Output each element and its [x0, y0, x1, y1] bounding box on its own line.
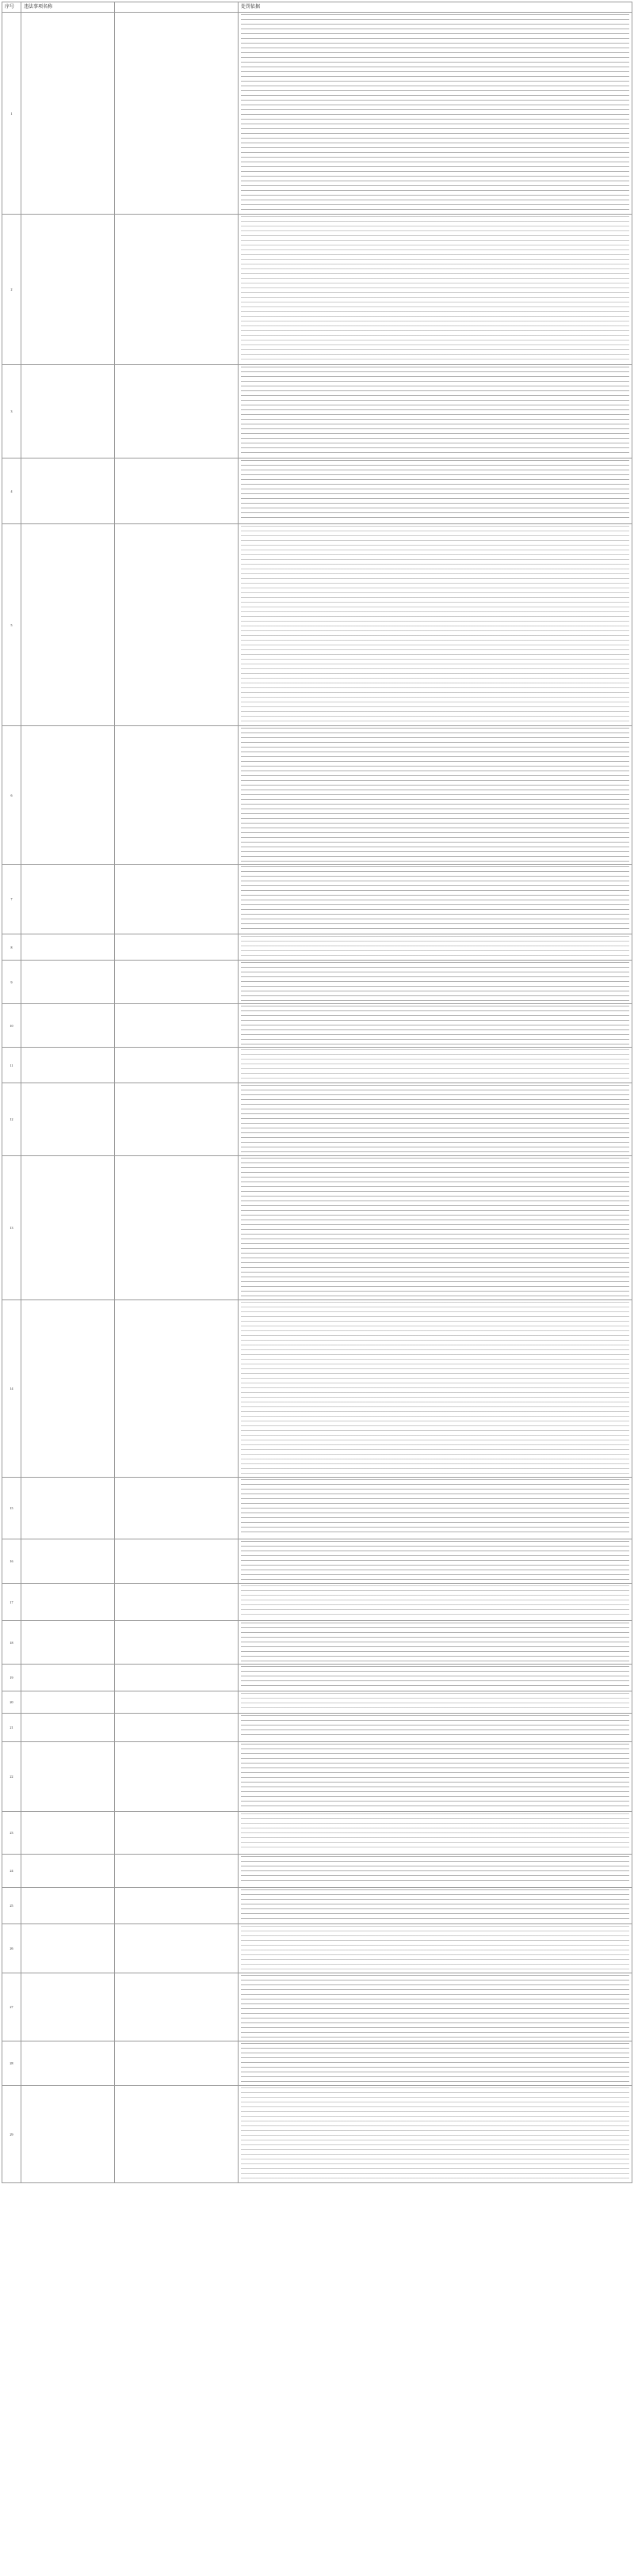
table-row: [2, 459, 632, 524]
table-row: [2, 1300, 632, 1478]
basis-text-block: [241, 1085, 629, 1153]
row-number: 6: [2, 726, 21, 865]
row-number: 12: [2, 1083, 21, 1156]
table-row: [2, 1812, 632, 1855]
header-item: 违法事项名称: [21, 2, 115, 13]
violation-subitems: [115, 459, 239, 524]
table-body: [2, 13, 632, 2183]
basis-text-block: [241, 367, 629, 455]
violation-item: [21, 215, 115, 365]
row-number: 26: [2, 1924, 21, 1973]
basis-text-block: [241, 1541, 629, 1581]
table-row: [2, 1924, 632, 1973]
row-number: 21: [2, 1714, 21, 1742]
violation-item: [21, 1048, 115, 1083]
violation-item: [21, 1539, 115, 1584]
table-row: [2, 365, 632, 459]
penalty-basis: [239, 1048, 632, 1083]
violation-subitems: [115, 865, 239, 934]
violation-subitems: [115, 1300, 239, 1478]
basis-text-block: [241, 936, 629, 957]
penalty-basis: [239, 1855, 632, 1888]
violation-item: [21, 961, 115, 1004]
basis-text-block: [241, 1975, 629, 2038]
penalty-table: [2, 2, 632, 2183]
penalty-basis: [239, 1742, 632, 1812]
violation-subitems: [115, 961, 239, 1004]
violation-item: [21, 365, 115, 459]
row-number: 27: [2, 1973, 21, 2041]
row-number: 7: [2, 865, 21, 934]
penalty-basis: [239, 1924, 632, 1973]
violation-subitems: [115, 1665, 239, 1691]
penalty-basis: [239, 2041, 632, 2086]
penalty-basis: [239, 524, 632, 726]
basis-text-block: [241, 1856, 629, 1885]
violation-subitems: [115, 1973, 239, 2041]
violation-item: [21, 2086, 115, 2183]
header-no: 序号: [2, 2, 21, 13]
basis-text-block: [241, 962, 629, 1001]
row-number: 5: [2, 524, 21, 726]
table-row: [2, 1478, 632, 1539]
penalty-basis: [239, 1004, 632, 1048]
penalty-basis: [239, 1478, 632, 1539]
row-number: 28: [2, 2041, 21, 2086]
violation-item: [21, 459, 115, 524]
violation-item: [21, 1924, 115, 1973]
table-row: [2, 1714, 632, 1742]
violation-subitems: [115, 1048, 239, 1083]
table-row: [2, 1742, 632, 1812]
violation-subitems: [115, 1156, 239, 1300]
penalty-basis: [239, 1888, 632, 1924]
row-number: 8: [2, 934, 21, 961]
violation-item: [21, 1584, 115, 1621]
violation-subitems: [115, 2041, 239, 2086]
violation-subitems: [115, 1004, 239, 1048]
violation-subitems: [115, 1742, 239, 1812]
penalty-basis: [239, 1665, 632, 1691]
basis-text-block: [241, 866, 629, 931]
penalty-basis: [239, 1539, 632, 1584]
violation-subitems: [115, 2086, 239, 2183]
violation-subitems: [115, 13, 239, 215]
violation-subitems: [115, 1083, 239, 1156]
violation-item: [21, 1300, 115, 1478]
row-number: 14: [2, 1300, 21, 1478]
basis-text-block: [241, 1585, 629, 1618]
penalty-basis: [239, 365, 632, 459]
violation-item: [21, 1478, 115, 1539]
violation-item: [21, 1156, 115, 1300]
penalty-basis: [239, 1812, 632, 1855]
basis-text-block: [241, 1926, 629, 1970]
table-row: [2, 865, 632, 934]
table-header-row: [2, 2, 632, 13]
basis-text-block: [241, 1302, 629, 1474]
row-number: 10: [2, 1004, 21, 1048]
table-row: [2, 2086, 632, 2183]
penalty-basis: [239, 726, 632, 865]
basis-text-block: [241, 1715, 629, 1739]
penalty-basis: [239, 1584, 632, 1621]
penalty-basis: [239, 1714, 632, 1742]
violation-subitems: [115, 1539, 239, 1584]
table-row: [2, 1691, 632, 1714]
basis-text-block: [241, 1666, 629, 1688]
violation-subitems: [115, 1621, 239, 1665]
table-row: [2, 1004, 632, 1048]
row-number: 24: [2, 1855, 21, 1888]
penalty-basis: [239, 13, 632, 215]
basis-text-block: [241, 2087, 629, 2180]
row-number: 3: [2, 365, 21, 459]
violation-item: [21, 1714, 115, 1742]
violation-item: [21, 1742, 115, 1812]
penalty-basis: [239, 934, 632, 961]
violation-subitems: [115, 1478, 239, 1539]
row-number: 2: [2, 215, 21, 365]
violation-item: [21, 1855, 115, 1888]
violation-item: [21, 726, 115, 865]
table-row: [2, 1855, 632, 1888]
row-number: 23: [2, 1812, 21, 1855]
penalty-basis: [239, 1973, 632, 2041]
violation-item: [21, 865, 115, 934]
basis-text-block: [241, 1693, 629, 1710]
table-row: [2, 1665, 632, 1691]
header-basis: 处罚依据: [239, 2, 632, 13]
basis-text-block: [241, 2043, 629, 2083]
table-row: [2, 1156, 632, 1300]
violation-item: [21, 2041, 115, 2086]
violation-item: [21, 1888, 115, 1924]
row-number: 13: [2, 1156, 21, 1300]
penalty-basis: [239, 459, 632, 524]
penalty-basis: [239, 215, 632, 365]
violation-subitems: [115, 1924, 239, 1973]
violation-subitems: [115, 726, 239, 865]
table-row: [2, 1083, 632, 1156]
penalty-basis: [239, 1156, 632, 1300]
table-row: [2, 2041, 632, 2086]
violation-subitems: [115, 215, 239, 365]
basis-text-block: [241, 14, 629, 211]
violation-item: [21, 524, 115, 726]
row-number: 4: [2, 459, 21, 524]
violation-item: [21, 1083, 115, 1156]
row-number: 9: [2, 961, 21, 1004]
row-number: 22: [2, 1742, 21, 1812]
penalty-basis: [239, 1691, 632, 1714]
violation-subitems: [115, 1691, 239, 1714]
table-row: [2, 1539, 632, 1584]
penalty-basis: [239, 865, 632, 934]
basis-text-block: [241, 1158, 629, 1297]
basis-text-block: [241, 1889, 629, 1921]
penalty-basis: [239, 2086, 632, 2183]
penalty-basis: [239, 1621, 632, 1665]
row-number: 18: [2, 1621, 21, 1665]
violation-subitems: [115, 1888, 239, 1924]
violation-item: [21, 13, 115, 215]
table-row: [2, 1048, 632, 1083]
penalty-basis: [239, 1300, 632, 1478]
violation-item: [21, 1691, 115, 1714]
table-row: [2, 1584, 632, 1621]
row-number: 29: [2, 2086, 21, 2183]
basis-text-block: [241, 460, 629, 521]
violation-subitems: [115, 1855, 239, 1888]
violation-subitems: [115, 1812, 239, 1855]
penalty-basis: [239, 1083, 632, 1156]
violation-subitems: [115, 1714, 239, 1742]
basis-text-block: [241, 1744, 629, 1809]
violation-item: [21, 1621, 115, 1665]
basis-text-block: [241, 1479, 629, 1536]
row-number: 16: [2, 1539, 21, 1584]
row-number: 25: [2, 1888, 21, 1924]
table-row: [2, 961, 632, 1004]
violation-subitems: [115, 934, 239, 961]
violation-subitems: [115, 365, 239, 459]
violation-item: [21, 1665, 115, 1691]
basis-text-block: [241, 216, 629, 362]
violation-item: [21, 1004, 115, 1048]
table-row: [2, 934, 632, 961]
penalty-basis: [239, 961, 632, 1004]
violation-item: [21, 934, 115, 961]
basis-text-block: [241, 1006, 629, 1044]
row-number: 1: [2, 13, 21, 215]
violation-subitems: [115, 1584, 239, 1621]
basis-text-block: [241, 1623, 629, 1661]
table-row: [2, 726, 632, 865]
table-row: [2, 215, 632, 365]
basis-text-block: [241, 1813, 629, 1851]
table-row: [2, 524, 632, 726]
table-row: [2, 1621, 632, 1665]
row-number: 11: [2, 1048, 21, 1083]
table-row: [2, 1888, 632, 1924]
violation-item: [21, 1812, 115, 1855]
basis-text-block: [241, 1049, 629, 1080]
table-row: [2, 13, 632, 215]
row-number: 20: [2, 1691, 21, 1714]
basis-text-block: [241, 728, 629, 862]
table-row: [2, 1973, 632, 2041]
row-number: 19: [2, 1665, 21, 1691]
row-number: 17: [2, 1584, 21, 1621]
violation-item: [21, 1973, 115, 2041]
violation-subitems: [115, 524, 239, 726]
row-number: 15: [2, 1478, 21, 1539]
basis-text-block: [241, 526, 629, 723]
header-sub: [115, 2, 239, 13]
